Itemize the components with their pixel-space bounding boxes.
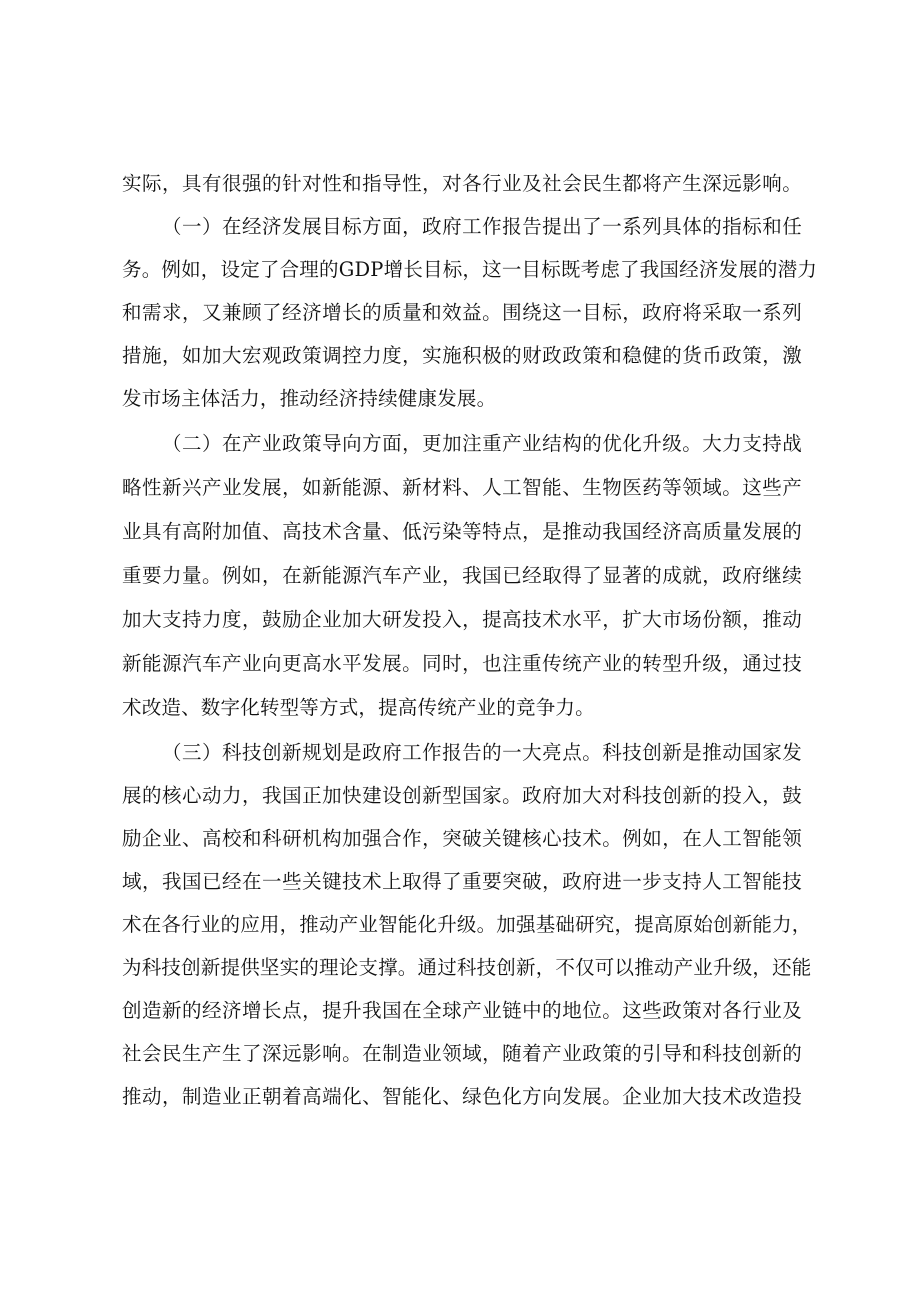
text-line: 措施，如加大宏观政策调控力度，实施积极的财政政策和稳健的货币政策，激 — [122, 344, 802, 367]
text-line: 术改造、数字化转型等方式，提高传统产业的竞争力。 — [122, 696, 595, 719]
text-line: 务。例如，设定了合理的GDP增长目标，这一目标既考虑了我国经济发展的潜力 — [122, 258, 818, 281]
text-line: 创造新的经济增长点，提升我国在全球产业链中的地位。这些政策对各行业及 — [122, 999, 802, 1022]
text-line: 略性新兴产业发展，如新能源、新材料、人工智能、生物医药等领域。这些产 — [122, 476, 802, 499]
text-line: 域，我国已经在一些关键技术上取得了重要突破，政府进一步支持人工智能技 — [122, 870, 802, 893]
text-line: 发市场主体活力，推动经济持续健康发展。 — [122, 387, 497, 410]
paragraph-1-start: （一）在经济发展目标方面，政府工作报告提出了一系列具体的指标和任 — [162, 215, 802, 238]
text-line: 术在各行业的应用，推动产业智能化升级。加强基础研究，提高原始创新能力， — [122, 913, 812, 936]
text-line: 推动，制造业正朝着高端化、智能化、绿色化方向发展。企业加大技术改造投 — [122, 1085, 802, 1108]
text-line: 和需求，又兼顾了经济增长的质量和效益。围绕这一目标，政府将采取一系列 — [122, 301, 802, 324]
text-line: 业具有高附加值、高技术含量、低污染等特点，是推动我国经济高质量发展的 — [122, 520, 802, 543]
text-line: 展的核心动力，我国正加快建设创新型国家。政府加大对科技创新的投入，鼓 — [122, 784, 802, 807]
paragraph-3-start: （三）科技创新规划是政府工作报告的一大亮点。科技创新是推动国家发 — [162, 741, 802, 764]
text-line: 为科技创新提供坚实的理论支撑。通过科技创新，不仅可以推动产业升级，还能 — [122, 956, 812, 979]
text-line: 实际，具有很强的针对性和指导性，对各行业及社会民生都将产生深远影响。 — [122, 172, 802, 195]
text-line: 加大支持力度，鼓励企业加大研发投入，提高技术水平，扩大市场份额，推动 — [122, 608, 802, 631]
text-line: 重要力量。例如，在新能源汽车产业，我国已经取得了显著的成就，政府继续 — [122, 564, 802, 587]
text-line: 新能源汽车产业向更高水平发展。同时，也注重传统产业的转型升级，通过技 — [122, 652, 802, 675]
paragraph-2-start: （二）在产业政策导向方面，更加注重产业结构的优化升级。大力支持战 — [162, 432, 802, 455]
text-line: 励企业、高校和科研机构加强合作，突破关键核心技术。例如，在人工智能领 — [122, 827, 802, 850]
text-line: 社会民生产生了深远影响。在制造业领域，随着产业政策的引导和科技创新的 — [122, 1042, 802, 1065]
